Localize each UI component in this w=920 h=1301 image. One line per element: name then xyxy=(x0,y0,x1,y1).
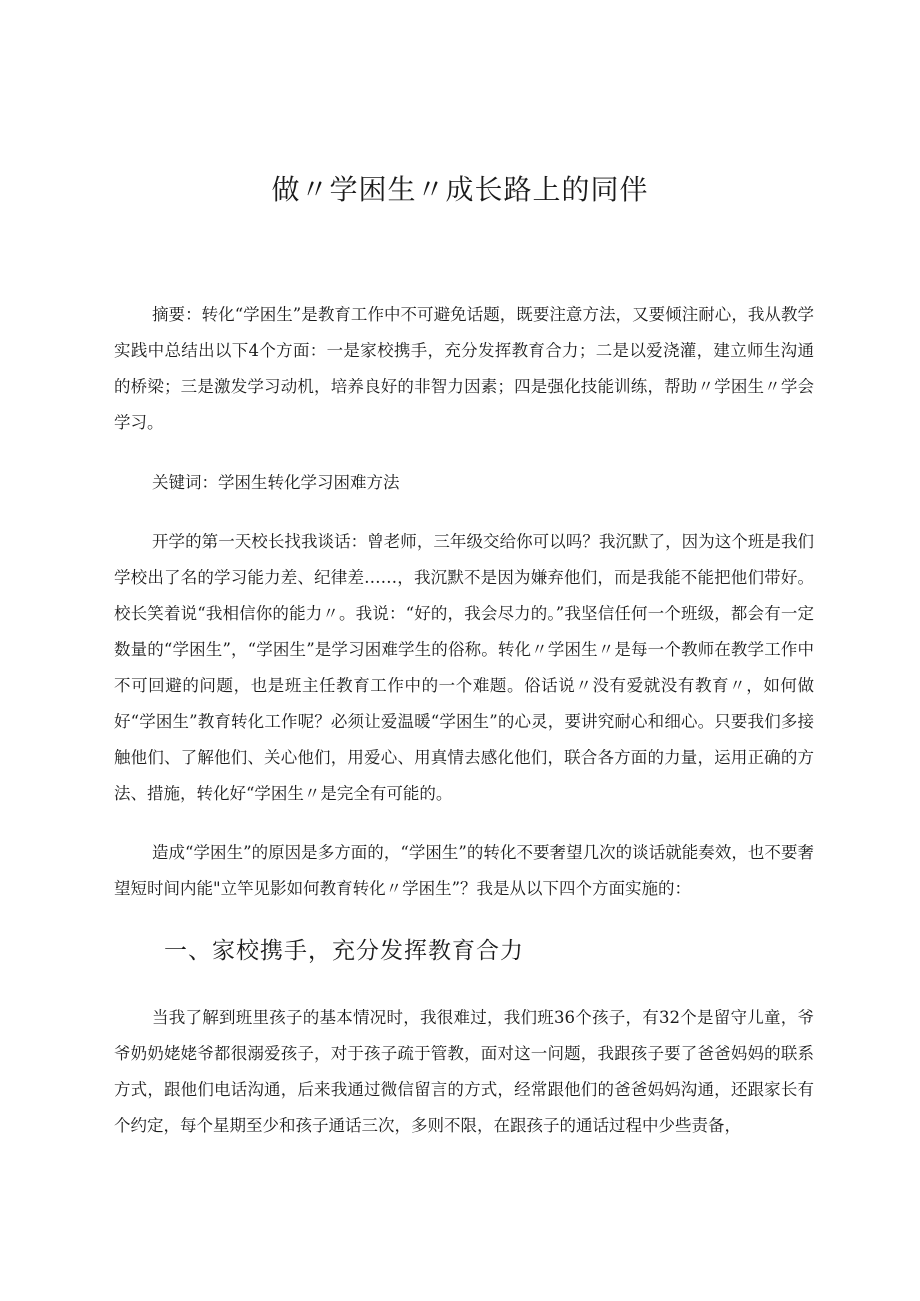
document-title: 做〃学困生〃成长路上的同伴 xyxy=(271,173,649,206)
section-heading-1: 一、家校携手，充分发挥教育合力 xyxy=(164,938,524,964)
abstract-paragraph: 摘要：转化“学困生”是教育工作中不可避免话题，既要注意方法，又要倾注耐心，我从教学实践中总结出以下4个方面：一是家校携手，充分发挥教育合力；二是以爱浇灌，建立师生沟通的桥梁；三是激发学习动机，培养良好的非智力因素；四是强化技能训练，帮助〃学困生〃学会学习。 xyxy=(114,305,814,432)
keywords-line: 关键词：学困生转化学习困难方法 xyxy=(152,473,400,492)
body-paragraph-3: 当我了解到班里孩子的基本情况时，我很难过，我们班36个孩子，有32个是留守儿童，爷爷奶奶姥姥爷都很溺爱孩子，对于孩子疏于管教，面对这一问题，我跟孩子要了爸爸妈妈的联系方式，跟他们电话沟通，后来我通过微信留言的方式，经常跟他们的爸爸妈妈沟通，还跟家长有个约定，每个星期至少和孩子通话三次，多则不限，在跟孩子的通话过程中少些责备， xyxy=(114,1008,814,1135)
body-paragraph-1: 开学的第一天校长找我谈话：曾老师，三年级交给你可以吗？我沉默了，因为这个班是我们学校出了名的学习能力差、纪律差……，我沉默不是因为嫌弃他们，而是我能不能把他们带好。校长笑着说“我相信你的能力〃。我说：“好的，我会尽力的。”我坚信任何一个班级，都会有一定数量的“学困生”，“学困生”是学习困难学生的俗称。转化〃学困生〃是每一个教师在教学工作中不可回避的问题，也是班主任教育工作中的一个难题。俗话说〃没有爱就没有教育〃，如何做好“学困生”教育转化工作呢？必须让爱温暖“学困生”的心灵，要讲究耐心和细心。只要我们多接触他们、了解他们、关心他们，用爱心、用真情去感化他们，联合各方面的力量，运用正确的方法、措施，转化好“学困生〃是完全有可能的。 xyxy=(114,532,814,803)
body-paragraph-2: 造成“学困生”的原因是多方面的，“学困生”的转化不要奢望几次的谈话就能奏效，也不要奢望短时间内能"立竿见影如何教育转化〃学困生”？我是从以下四个方面实施的： xyxy=(114,843,814,898)
